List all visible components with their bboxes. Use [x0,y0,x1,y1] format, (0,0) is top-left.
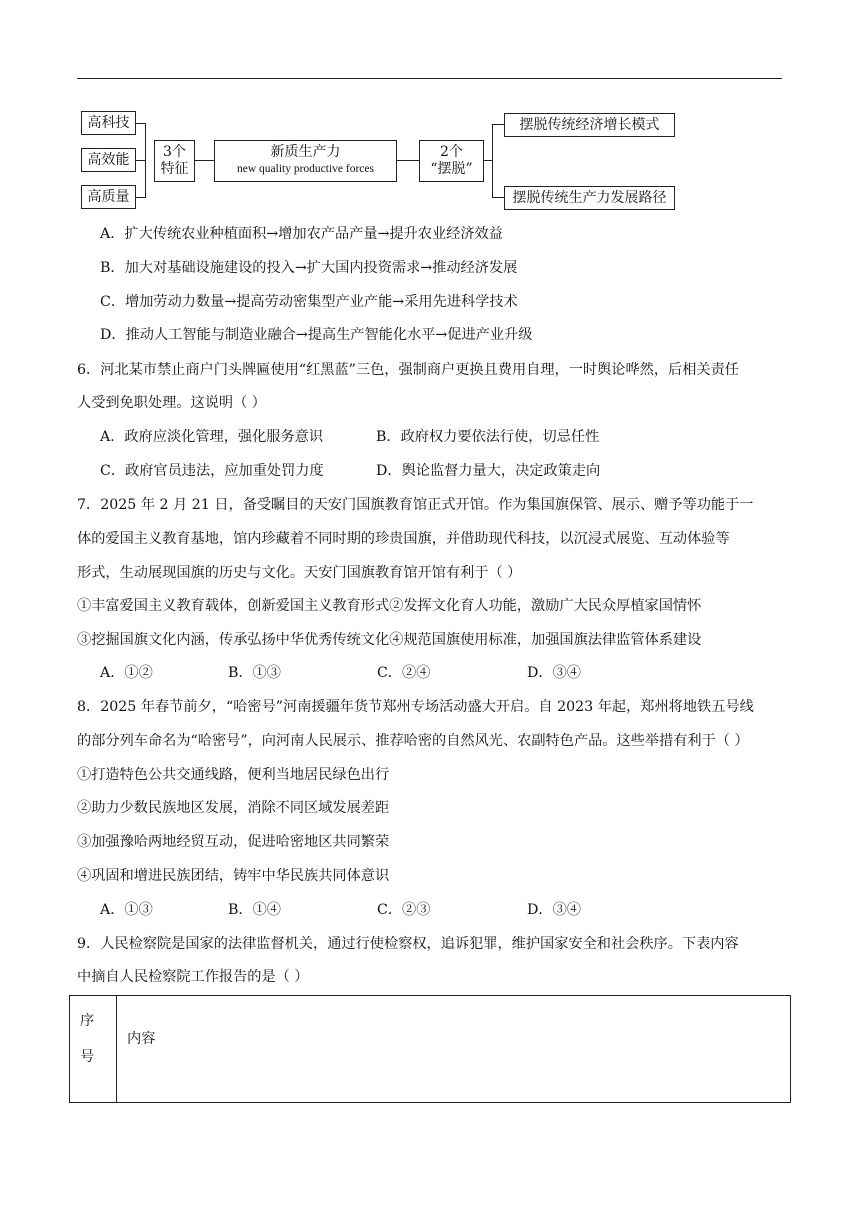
connector [145,123,146,198]
q9-stem-line-1: 9．人民检察院是国家的法律监督机关，通过行使检察权，追诉犯罪，维护国家安全和社会秩序。下表内容 [77,936,739,952]
new-productive-forces-diagram [0,0,860,220]
q5-option-a: A．扩大传统农业种植面积→增加农产品产量→提升农业经济效益 [100,226,503,242]
q7-stem-line-3: 形式，生动展现国旗的历史与文化。天安门国旗教育馆开馆有利于（ ） [77,565,522,581]
table-column-divider [116,996,117,1102]
q8-statement-2: ②助力少数民族地区发展，消除不同区域发展差距 [77,800,390,816]
q9-stem-line-2: 中摘自人民检察院工作报告的是（ ） [77,969,309,985]
outcome-label: 摆脱传统生产力发展路径 [512,189,667,206]
feature-label: 高科技 [87,114,130,131]
q7-option-c: C．②④ [377,665,431,681]
box-label: 特征 [160,161,189,177]
q7-option-a: A．①② [100,665,153,681]
q6-option-c: C．政府官员违法，应加重处罚力度 [100,463,324,479]
outcome-box-development-path [504,186,675,210]
q5-option-b: B．加大对基础设施建设的投入→扩大国内投资需求→推动经济发展 [100,260,518,276]
connector [492,124,493,198]
q7-option-d: D．③④ [527,665,581,681]
feature-box-high-efficiency [81,148,136,172]
three-features-box [154,140,195,182]
q6-option-d: D．舆论监督力量大，决定政策走向 [376,463,601,479]
table-header-index-bottom: 号 [80,1049,95,1065]
outcome-box-growth-model [504,113,675,137]
q5-option-d: D．推动人工智能与制造业融合→提高生产智能化水平→促进产业升级 [100,327,533,343]
outcome-label: 摆脱传统经济增长模式 [519,116,660,133]
feature-box-high-tech [81,111,136,135]
connector [492,197,504,198]
table-header-index-top: 序 [80,1013,95,1029]
q8-option-b: B．①④ [228,902,281,918]
q8-statement-4: ④巩固和增进民族团结，铸牢中华民族共同体意识 [77,868,390,884]
q9-table [69,995,791,1103]
q6-stem-line-1: 6．河北某市禁止商户门头牌匾使用“红黑蓝”三色，强制商户更换且费用自理，一时舆论哗然，后相关责任 [77,362,739,378]
q7-statements-2: ③挖掘国旗文化内涵，传承弘扬中华优秀传统文化④规范国旗使用标准，加强国旗法律监管体系建设 [77,632,702,648]
q8-option-a: A．①③ [100,902,153,918]
feature-label: 高质量 [87,188,130,205]
q8-option-c: C．②③ [377,902,431,918]
box-label: “摆脱” [430,161,473,177]
q8-statement-1: ①打造特色公共交通线路，便利当地居民绿色出行 [77,767,390,783]
connector [397,160,419,161]
q8-stem-line-2: 的部分列车命名为“哈密号”，向河南人民展示、推荐哈密的自然风光、农副特色产品。这些举措有利于（ ） [77,733,749,749]
q5-option-c: C．增加劳动力数量→提高劳动密集型产业产能→采用先进科学技术 [100,294,518,310]
q6-stem-line-2: 人受到免职处理。这说明（ ） [77,395,266,411]
q7-option-b: B．①③ [228,665,281,681]
feature-label: 高效能 [87,151,130,168]
q7-statements-1: ①丰富爱国主义教育载体，创新爱国主义教育形式②发挥文化育人功能，激励广大民众厚植家国情怀 [77,598,702,614]
q6-option-b: B．政府权力要依法行使，切忌任性 [376,429,600,445]
connector [195,160,214,161]
connector [492,124,504,125]
q8-stem-line-1: 8．2025 年春节前夕，“哈密号”河南援疆年货节郑州专场活动盛大开启。自 2023 年起，郑州将地铁五号线 [77,699,754,715]
q7-stem-line-2: 体的爱国主义教育基地，馆内珍藏着不同时期的珍贵国旗，并借助现代科技，以沉浸式展览、互动体验等 [77,531,730,547]
center-title-en: new quality productive forces [237,163,374,175]
two-breakaways-box [419,140,484,182]
q6-option-a: A．政府应淡化管理，强化服务意识 [100,429,324,445]
box-label: 3个 [163,144,186,160]
box-label: 2个 [440,144,463,160]
new-productive-forces-box [214,140,397,182]
feature-box-high-quality [81,185,136,209]
table-header-content: 内容 [127,1031,156,1047]
q8-statement-3: ③加强豫哈两地经贸互动，促进哈密地区共同繁荣 [77,834,390,850]
q8-option-d: D．③④ [527,902,581,918]
q7-stem-line-1: 7．2025 年 2 月 21 日，备受瞩目的天安门国旗教育馆正式开馆。作为集国旗保管、展示、赠予等功能于一 [77,497,754,513]
center-title-cn: 新质生产力 [270,144,341,160]
